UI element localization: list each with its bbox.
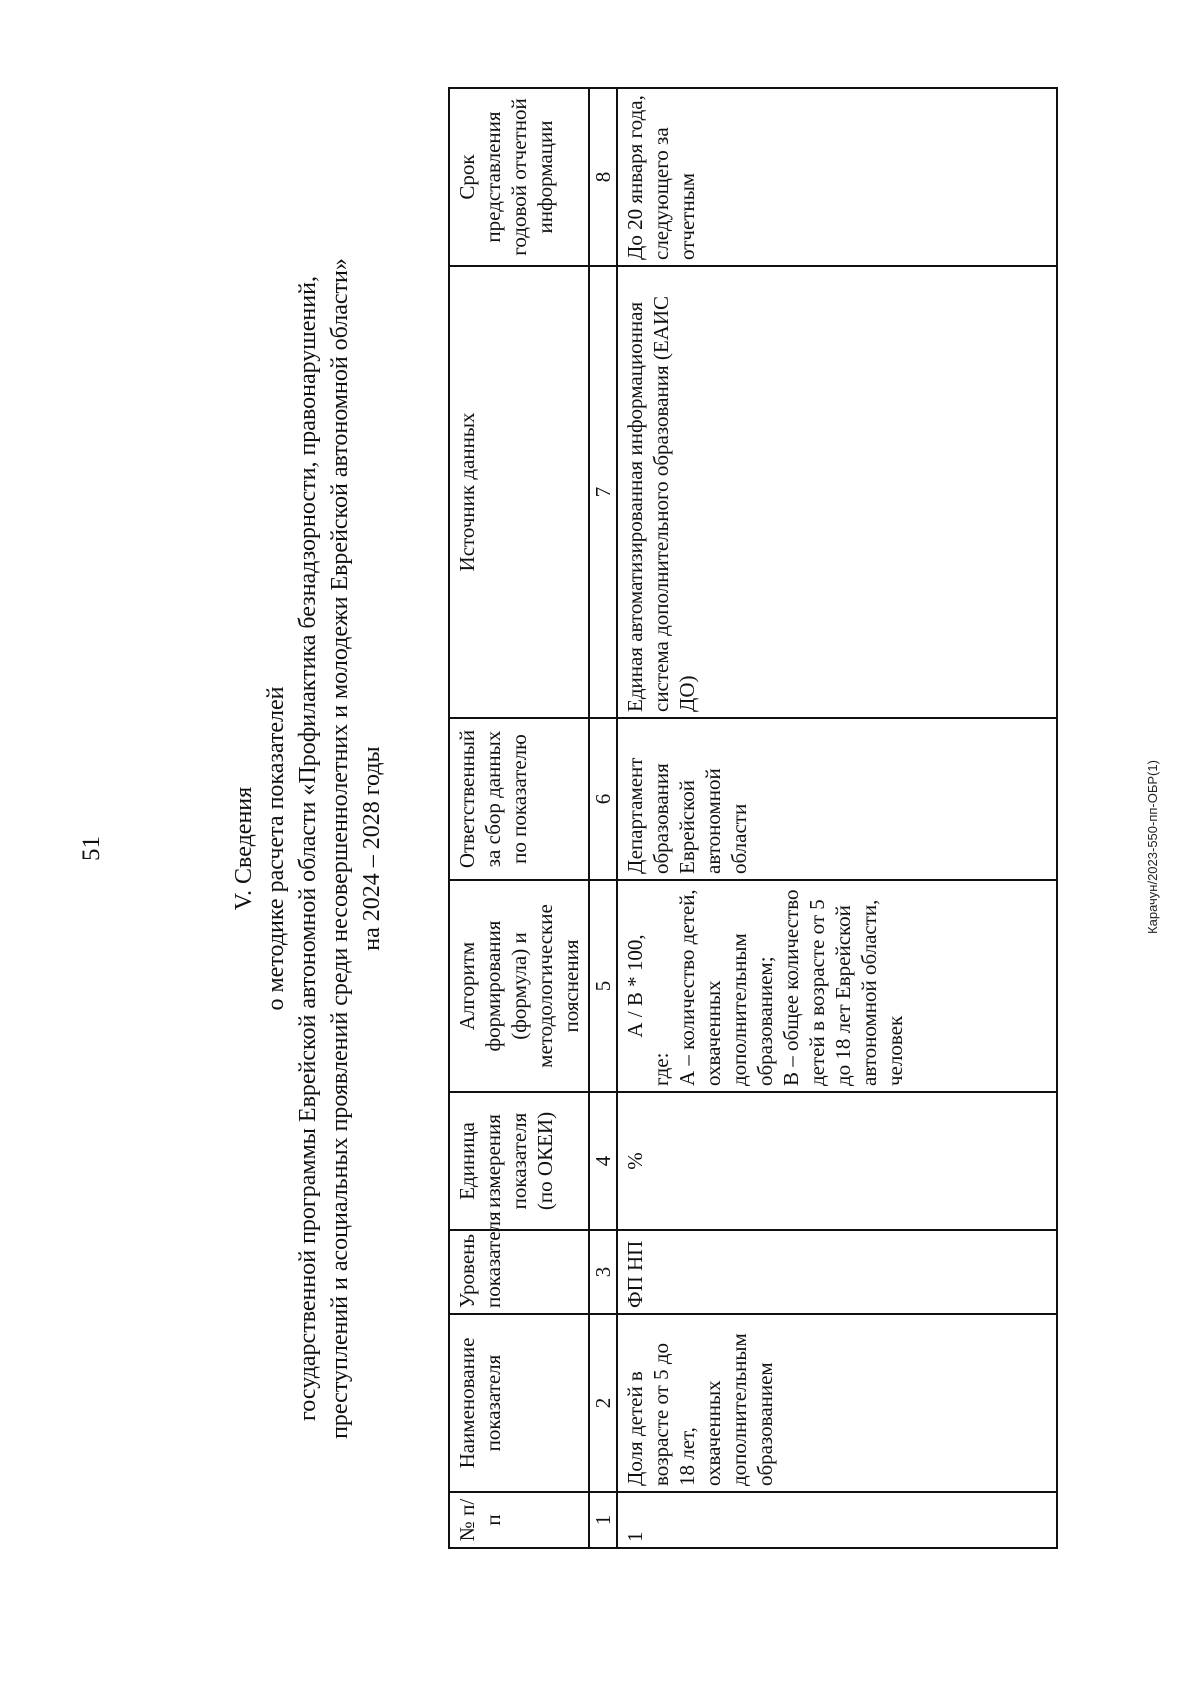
table-row: [617, 88, 1057, 1548]
row-formula-cell: [617, 880, 1057, 1092]
column-number: 1: [589, 1492, 617, 1548]
row-responsible: Департамент образования Еврейской автономной области: [617, 718, 1057, 880]
heading-line-3: государственной программы Еврейской автономной области «Профилактика безнадзорности, правонарушений,: [295, 276, 321, 1421]
table-header-row: [449, 88, 589, 1548]
heading-line-2: о методике расчета показателей: [263, 686, 289, 1011]
row-num: 1: [617, 1492, 1057, 1548]
header-level: Уровень показателя: [449, 1230, 589, 1314]
header-num: № п/п: [449, 1492, 589, 1548]
column-number: 5: [589, 880, 617, 1092]
heading-line-1: V. Сведения: [231, 786, 257, 911]
column-number: 2: [589, 1314, 617, 1492]
column-number: 8: [589, 88, 617, 266]
header-responsible: Ответственный за сбор данных по показателю: [449, 718, 589, 880]
row-deadline: До 20 января года, следующего за отчетным: [617, 88, 1057, 266]
header-formula: Алгоритм формирования (формула) и методологические пояснения: [449, 880, 589, 1092]
formula-where: где:: [649, 1052, 673, 1086]
row-data-source: Единая автоматизированная информационная система дополнительного образования (ЕАИС ДО): [617, 266, 1057, 718]
formula-b-definition: В – общее количество детей в возрасте от 5 до 18 лет Еврейской автономной области, человек: [779, 889, 907, 1086]
page-number: 51: [78, 836, 105, 861]
formula-text: А / В * 100,: [623, 934, 647, 1038]
header-name: Наименование показателя: [449, 1314, 589, 1492]
header-deadline: Срок представления годовой отчетной информации: [449, 88, 589, 266]
column-number: 6: [589, 718, 617, 880]
column-number-row: [589, 88, 617, 1548]
row-level: ФП НП: [617, 1230, 1057, 1314]
row-unit: %: [617, 1092, 1057, 1230]
row-indicator-name: Доля детей в возрасте от 5 до 18 лет, охваченных дополнительным образованием: [617, 1314, 1057, 1492]
heading-line-4: преступлений и асоциальных проявлений среди несовершеннолетних и молодежи Еврейской автономной области»: [327, 258, 353, 1439]
column-number: 3: [589, 1230, 617, 1314]
document-code: Карачун/2023-550-пп-ОБР(1): [1145, 760, 1160, 934]
header-unit: Единица измерения показателя (по ОКЕИ): [449, 1092, 589, 1230]
column-number: 4: [589, 1092, 617, 1230]
document-heading: [228, 0, 388, 1697]
column-number: 7: [589, 266, 617, 718]
heading-line-5: на 2024 – 2028 годы: [359, 746, 385, 951]
formula-a-definition: А – количество детей, охваченных дополнительным образованием;: [675, 889, 777, 1086]
header-source: Источник данных: [449, 266, 589, 718]
indicator-methodology-table: [448, 87, 1058, 1549]
